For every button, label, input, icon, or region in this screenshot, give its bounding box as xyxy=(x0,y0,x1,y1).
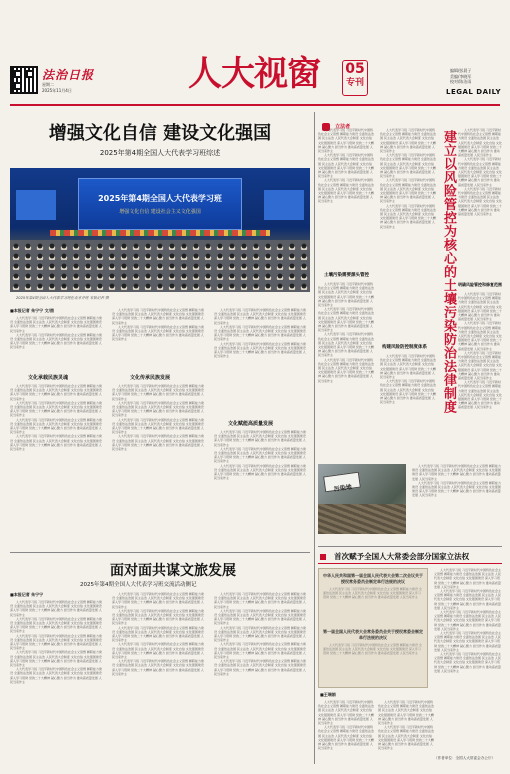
lead-photo-caption: 2025年第4期全国人大代表学习班在北京开班 本报记者 摄 xyxy=(16,296,109,300)
column-story xyxy=(318,112,502,542)
bottom-col-1 xyxy=(318,700,374,764)
column-subhead-1: 土壤污染需要源头管控 xyxy=(324,273,369,278)
stage-screen xyxy=(78,178,242,230)
lead-col-2b xyxy=(112,384,206,546)
second-subheadline: 2025年第4期全国人大代表学习班交流活动侧记 xyxy=(80,582,197,588)
pollution-photo xyxy=(318,464,406,534)
lead-subhead-1: 文化承载民族灵魂 xyxy=(28,375,69,381)
column-subhead-2: 构建风险防控制度体系 xyxy=(382,345,427,350)
column-name: 立法者 xyxy=(335,124,351,130)
column-col-2b xyxy=(380,354,436,460)
issue-badge xyxy=(342,60,368,96)
bullet-icon xyxy=(320,554,326,560)
designer-line: 美编/李晓军 xyxy=(450,73,472,79)
legal-daily-logo: LEGAL DAILY xyxy=(446,88,502,96)
bottom-col-3 xyxy=(434,568,502,754)
second-col-3 xyxy=(214,592,308,768)
warning-sign xyxy=(323,472,361,493)
column-col-2 xyxy=(380,128,436,338)
column-col-1 xyxy=(318,128,374,268)
bottom-headline: 首次赋予全国人大常委会部分国家立法权 xyxy=(334,552,470,561)
lead-subheadline: 2025年第4期全国人大代表学习班综述 xyxy=(99,149,221,157)
lead-col-1 xyxy=(10,316,104,370)
historic-document-image xyxy=(318,568,428,688)
second-col-1 xyxy=(10,600,104,768)
proofreader-line: 校对/陈洁雨 xyxy=(450,79,472,84)
second-col-2 xyxy=(112,592,206,768)
editor-line: 编辑/彭晨子 xyxy=(450,68,472,73)
column-col-3 xyxy=(458,128,502,278)
column-subhead-3: 明确风险管控和修复范围 xyxy=(458,282,502,287)
column-vertical-headline: 建立以风险管控为核心的土壤污染防治法律制度 xyxy=(441,130,456,414)
lead-story xyxy=(10,112,310,550)
audience xyxy=(10,240,310,292)
bottom-col-2 xyxy=(378,700,434,764)
bottom-story-divider xyxy=(318,546,502,547)
lead-subhead-3: 文化赋能高质量发展 xyxy=(228,421,274,427)
banner-title: 2025年第4期全国人大代表学习班 xyxy=(98,194,222,203)
issue-number: 05 xyxy=(345,61,365,77)
bottom-footnote: （作者单位：全国人大常委会办公厅） xyxy=(434,756,496,760)
masthead xyxy=(0,0,510,108)
column-col-4 xyxy=(412,464,502,536)
lead-col-3 xyxy=(214,308,308,416)
date-weekday: 星期二 xyxy=(42,82,54,87)
doc1-body xyxy=(323,587,423,625)
doc2-body xyxy=(323,643,423,671)
issue-label: 专刊 xyxy=(345,78,364,88)
bottom-story xyxy=(318,550,502,768)
lead-col-3b xyxy=(214,430,308,546)
lead-col-1b xyxy=(10,384,104,546)
vertical-divider xyxy=(314,112,315,764)
doc2-title: 第一届全国人民代表大会常务委员会关于授权常委会制定单行法规的决议 xyxy=(323,629,423,640)
editor-info xyxy=(450,68,471,85)
lead-photo xyxy=(10,168,310,292)
soil-texture xyxy=(318,504,406,534)
lead-subhead-2: 文化传承民族发展 xyxy=(130,375,171,381)
masthead-rule xyxy=(10,104,500,106)
column-col-1b xyxy=(318,282,374,460)
sign-label: 污染地 xyxy=(333,483,353,494)
paper-logo: 法治日报 xyxy=(42,68,95,82)
second-story xyxy=(10,556,310,770)
column-col-3b xyxy=(458,292,502,460)
stage-flowers xyxy=(50,230,270,236)
bottom-byline: ■王瑞娟 xyxy=(320,692,336,697)
right-screen xyxy=(264,190,304,220)
second-headline: 面对面共谋文旅发展 xyxy=(110,563,236,579)
section-divider xyxy=(10,552,310,553)
doc1-title: 中华人民共和国第一届全国人民代表大会第二次会议关于授权常务委员会制定单行法规的决议 xyxy=(323,573,423,584)
bottom-headline-bar xyxy=(318,550,502,564)
lead-headline: 增强文化自信 建设文化强国 xyxy=(48,123,272,144)
date-full: 2025年11月4日 xyxy=(42,88,72,93)
left-screen xyxy=(16,190,56,220)
banner-subtitle: 增强文化自信 建设社会主义文化强国 xyxy=(119,209,201,215)
lead-col-2 xyxy=(112,308,206,370)
lead-byline: ■本报记者 朱宁宁 文/图 xyxy=(10,308,55,313)
second-byline: ■本报记者 朱宁宁 xyxy=(10,592,44,597)
qr-code-icon xyxy=(10,66,38,94)
section-title: 人大视窗 xyxy=(188,54,320,94)
